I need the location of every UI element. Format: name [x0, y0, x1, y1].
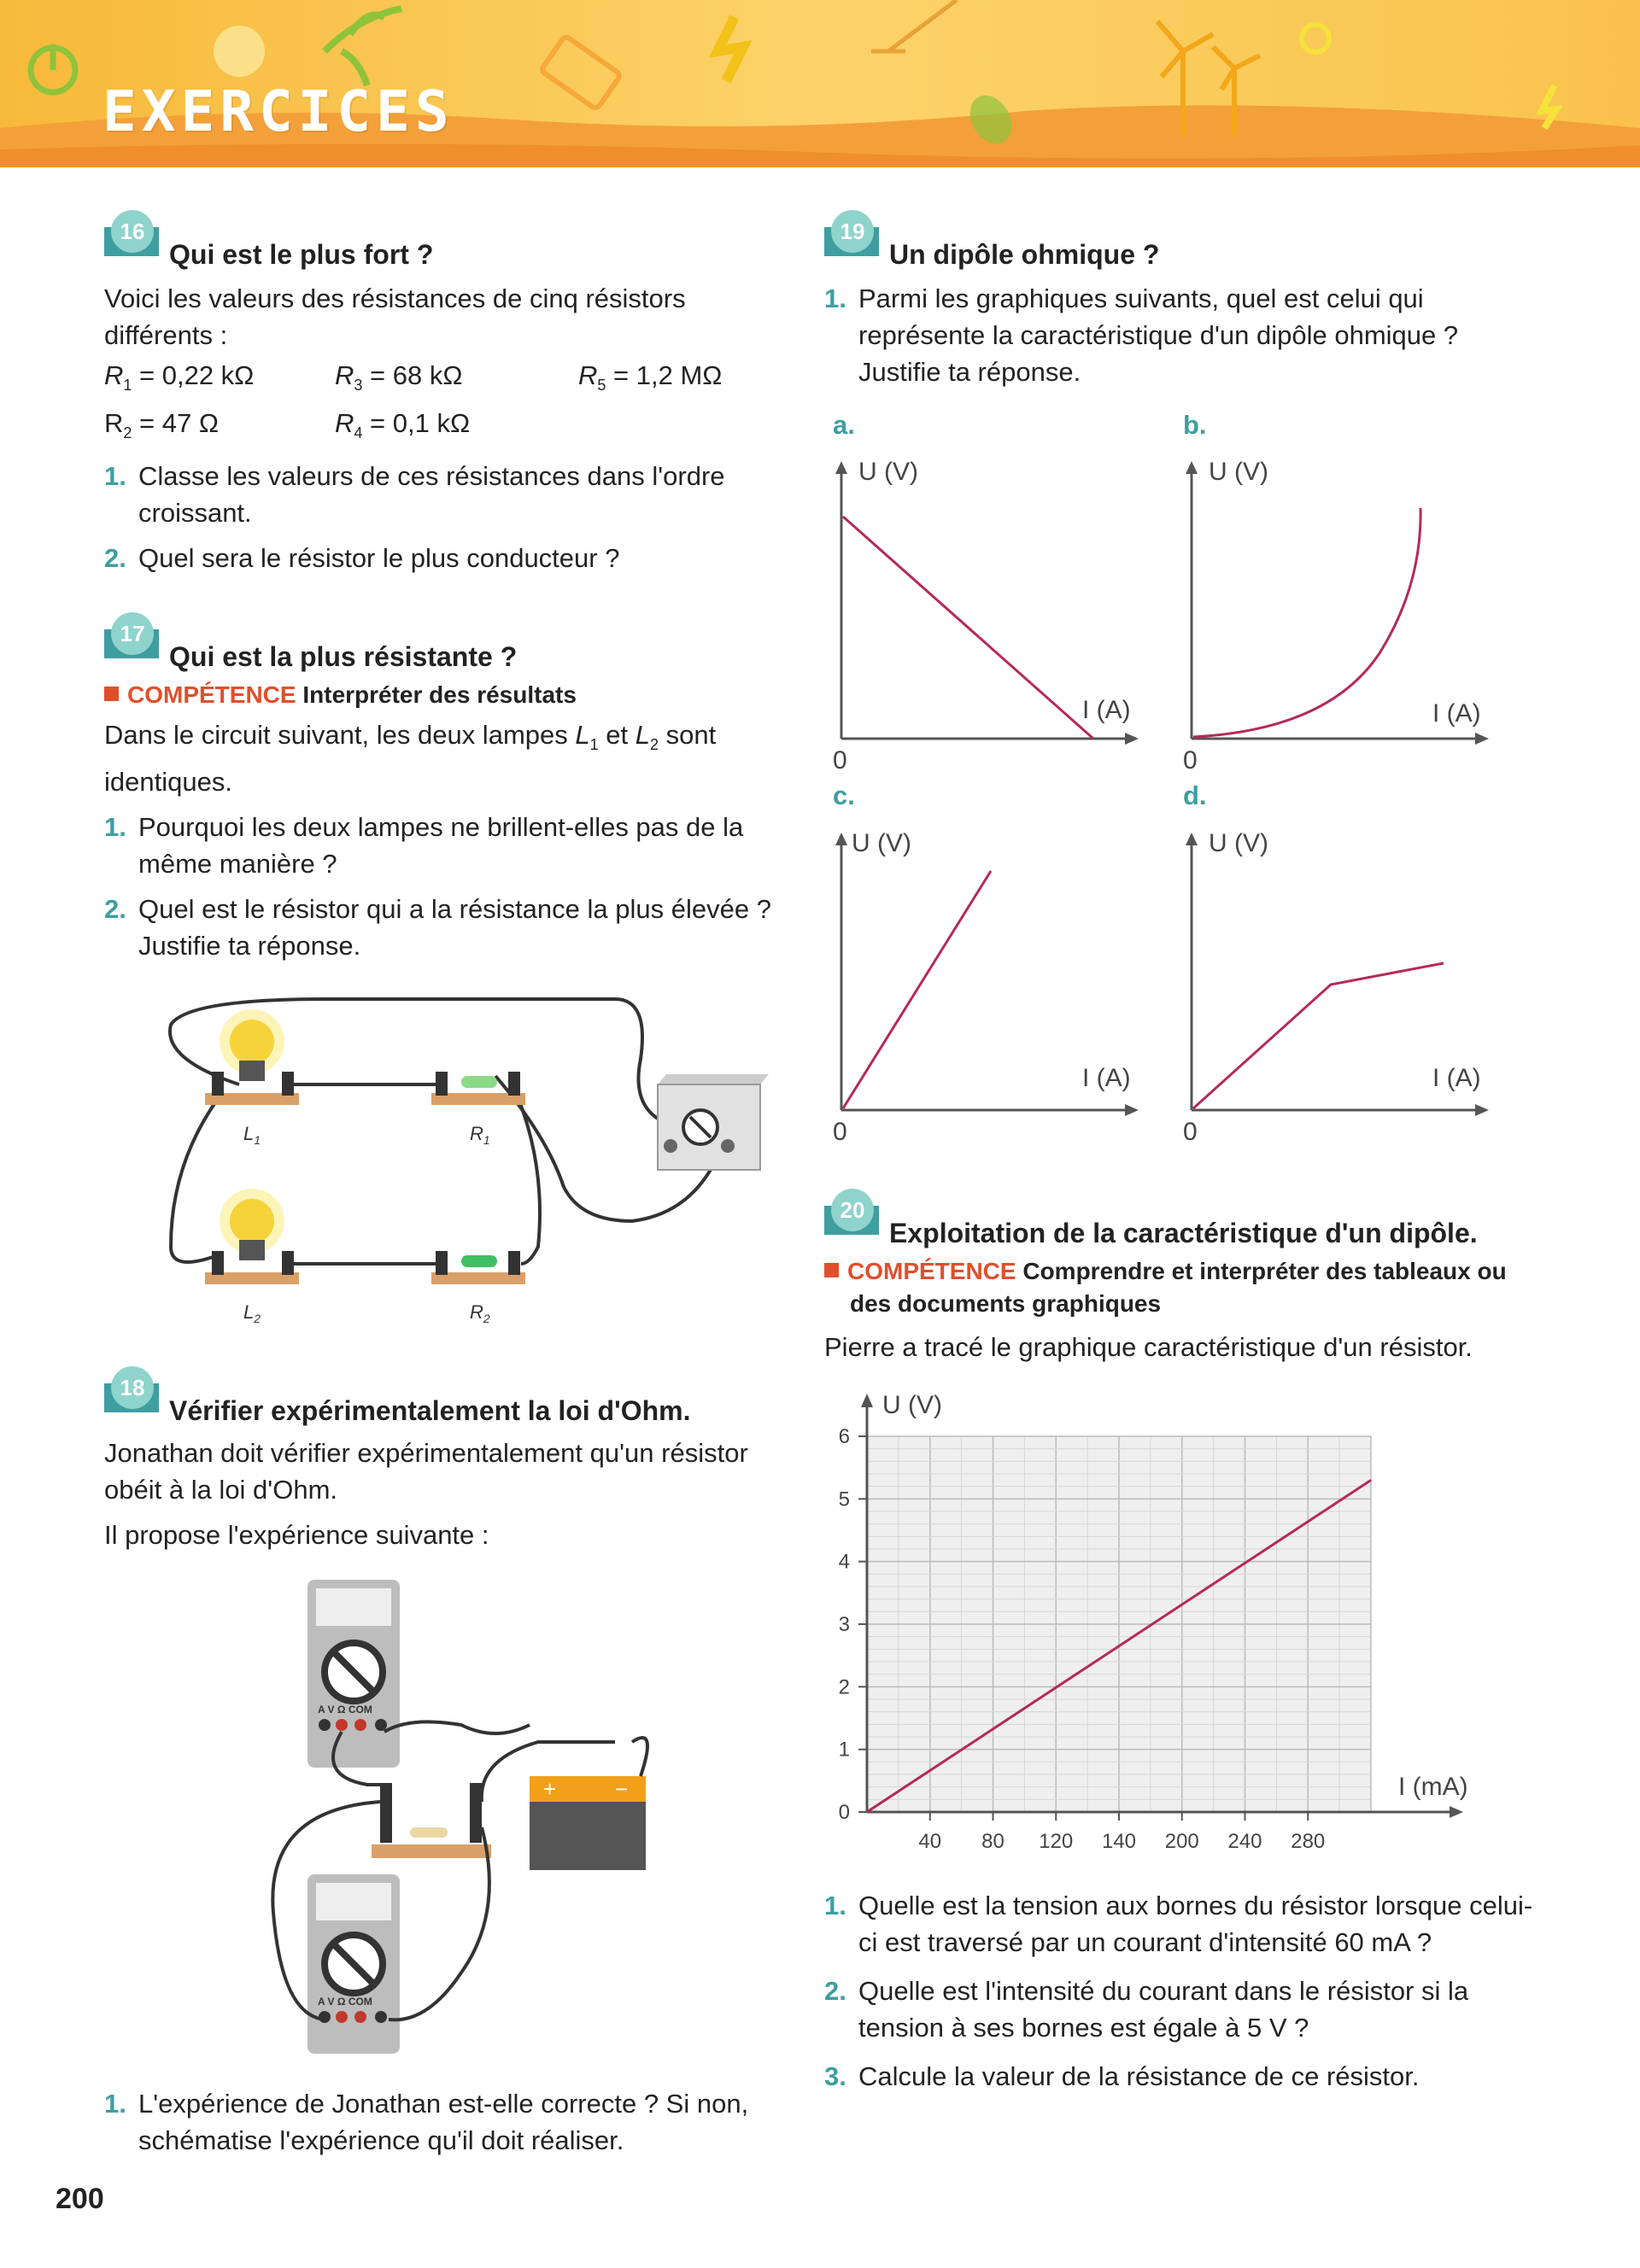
- exercise-title: Qui est la plus résistante ?: [169, 641, 518, 672]
- exercise-18-questions: [104, 2077, 805, 2159]
- exercise-20-header: [824, 1189, 1533, 1250]
- resistance-row-2: $R_2 = 47$ Ω $R_4 = 0,1$ kΩ: [104, 408, 471, 442]
- question-1: 1. Pourquoi les deux lampes ne brillent-elles pas de la même manière ?: [104, 812, 744, 880]
- y-tick-label: 3: [838, 1613, 850, 1636]
- competence-line: COMPÉTENCE Interpréter des résultats: [104, 679, 788, 711]
- x-axis-arrow: [1450, 1806, 1463, 1818]
- exercise-18: [104, 1366, 788, 1553]
- svg-text:U (V): U (V): [858, 458, 918, 486]
- y-axis-arrow: [861, 1394, 873, 1407]
- svg-text:−: −: [615, 1776, 629, 1802]
- exercise-20-questions: [824, 1879, 1533, 2095]
- curve-b: [1193, 508, 1420, 737]
- exercise-19-header: [824, 210, 1533, 272]
- x-tick-label: 120: [1039, 1830, 1074, 1853]
- x-tick-label: 80: [981, 1830, 1004, 1853]
- label-R2: $R_2$: [470, 1301, 490, 1325]
- chart-ylabel: U (V): [882, 1391, 942, 1419]
- exercise-19: [824, 210, 1533, 390]
- curve-d: [1193, 963, 1444, 1108]
- exercise-number-badge: 19: [824, 210, 881, 258]
- x-tick-label: 200: [1164, 1830, 1199, 1853]
- resistor-R1: [431, 1072, 525, 1105]
- exercise-18-header: [104, 1366, 788, 1428]
- resistor-R2: [431, 1251, 525, 1284]
- svg-text:0: 0: [1183, 746, 1198, 775]
- page-title: EXERCICES: [102, 79, 454, 144]
- resistor-characteristic-chart: [824, 1383, 1473, 1870]
- question-1: 1. L'expérience de Jonathan est-elle correcte ? Si non, schématise l'expérience qu'il doit réaliser.: [104, 2089, 749, 2155]
- exercise-18-p1: Jonathan doit vérifier expérimentalement qu'un résistor obéit à la loi d'Ohm.: [104, 1438, 748, 1505]
- exercise-17-header: [104, 612, 788, 674]
- exercise-title: Vérifier expérimentalement la loi d'Ohm.: [169, 1395, 691, 1426]
- label-R1: $R_1$: [470, 1123, 490, 1147]
- x-tick-label: 240: [1227, 1830, 1262, 1853]
- svg-text:I (A): I (A): [1432, 699, 1481, 728]
- exercise-number-badge: 18: [104, 1366, 161, 1414]
- lamp-L2: [205, 1189, 299, 1284]
- exercise-20: [824, 1189, 1533, 1365]
- exercise-16-intro: Voici les valeurs des résistances de cinq résistors différents :: [104, 284, 686, 350]
- label-L1: $L_1$: [243, 1123, 261, 1147]
- exercise-number-badge: 16: [104, 210, 161, 258]
- y-tick-label: 4: [838, 1550, 850, 1574]
- x-tick-label: 280: [1291, 1830, 1326, 1853]
- competence-line: COMPÉTENCE Comprendre et interpréter des tableaux ou des documents graphiques: [824, 1255, 1533, 1320]
- graph-a-letter: a.: [833, 410, 855, 440]
- lamp-L1: [205, 1009, 299, 1105]
- svg-text:I (A): I (A): [1432, 1064, 1481, 1092]
- svg-text:A V Ω COM: A V Ω COM: [318, 1996, 372, 2008]
- y-tick-label: 2: [838, 1675, 850, 1699]
- svg-text:I (A): I (A): [1082, 696, 1131, 724]
- multimeter-bottom: [308, 1874, 400, 2054]
- left-column: [104, 210, 788, 964]
- exercise-title: Un dipôle ohmique ?: [889, 239, 1160, 270]
- question-1: 1. Parmi les graphiques suivants, quel est celui qui représente la caractéristique d'un dipôle ohmique ? Justifie ta réponse.: [824, 284, 1459, 387]
- graph-b-letter: b.: [1183, 410, 1207, 440]
- exercise-number-badge: 20: [824, 1189, 881, 1236]
- svg-text:U (V): U (V): [1209, 458, 1268, 486]
- y-tick-label: 1: [838, 1738, 850, 1762]
- ohm-experiment-illustration: [256, 1571, 666, 2066]
- x-tick-label: 40: [918, 1830, 942, 1853]
- question-1: 1. Quelle est la tension aux bornes du résistor lorsque celui-ci est traversé par un courant d'intensité 60 mA ?: [824, 1891, 1533, 1957]
- exercise-number-badge: 17: [104, 612, 161, 660]
- graph-d: [1174, 820, 1499, 1153]
- page-number: 200: [56, 2183, 104, 2215]
- multimeter-top: [308, 1580, 400, 1768]
- svg-text:0: 0: [833, 746, 847, 775]
- exercise-16-header: [104, 210, 788, 272]
- svg-text:A V Ω COM: A V Ω COM: [318, 1704, 372, 1716]
- circuit-illustration: [154, 991, 786, 1332]
- y-tick-label: 5: [838, 1488, 850, 1511]
- svg-text:+: +: [543, 1776, 557, 1802]
- graph-d-letter: d.: [1183, 780, 1207, 810]
- chart-xlabel: I (mA): [1398, 1773, 1468, 1801]
- y-tick-label: 0: [838, 1801, 850, 1824]
- bulb-icon: [214, 26, 265, 77]
- exercise-title: Exploitation de la caractéristique d'un dipôle.: [889, 1218, 1478, 1248]
- svg-text:0: 0: [1183, 1118, 1198, 1146]
- question-2: 2. Quelle est l'intensité du courant dans le résistor si la tension à ses bornes est égale à 5 V ?: [824, 1976, 1469, 2043]
- svg-text:0: 0: [833, 1118, 847, 1146]
- question-3: 3. Calcule la valeur de la résistance de ce résistor.: [824, 2061, 1420, 2091]
- battery: [530, 1776, 646, 1870]
- graph-c-letter: c.: [833, 780, 855, 810]
- graph-a: [824, 448, 1149, 781]
- resistor-board: [372, 1783, 491, 1858]
- question-1: 1. Classe les valeurs de ces résistances dans l'ordre croissant.: [104, 461, 725, 528]
- y-tick-label: 6: [838, 1425, 850, 1448]
- question-2: 2. Quel est le résistor qui a la résistance la plus élevée ? Justifie ta réponse.: [104, 894, 771, 962]
- resistance-row-1: $R_1 = 0,22$ kΩ $R_3 = 68$ kΩ $R_5 = 1,2$ MΩ: [104, 360, 723, 395]
- exercise-title: Qui est le plus fort ?: [169, 239, 434, 270]
- svg-text:U (V): U (V): [1209, 829, 1268, 857]
- exercise-18-p2: Il propose l'expérience suivante :: [104, 1520, 489, 1550]
- exercise-17-intro: Dans le circuit suivant, les deux lampes $L_1$ et $L_2$ sont identiques.: [104, 720, 717, 798]
- exercise-20-intro: Pierre a tracé le graphique caractéristique d'un résistor.: [824, 1332, 1473, 1362]
- curve-a: [843, 517, 1093, 739]
- graph-b: [1174, 448, 1499, 781]
- graph-c: [824, 820, 1149, 1153]
- label-L2: $L_2$: [243, 1301, 261, 1325]
- question-2: 2. Quel sera le résistor le plus conducteur ?: [104, 543, 620, 573]
- x-tick-label: 140: [1101, 1830, 1137, 1853]
- svg-text:U (V): U (V): [852, 829, 911, 857]
- svg-text:I (A): I (A): [1082, 1064, 1131, 1092]
- curve-c: [843, 871, 991, 1108]
- generator: [658, 1074, 769, 1170]
